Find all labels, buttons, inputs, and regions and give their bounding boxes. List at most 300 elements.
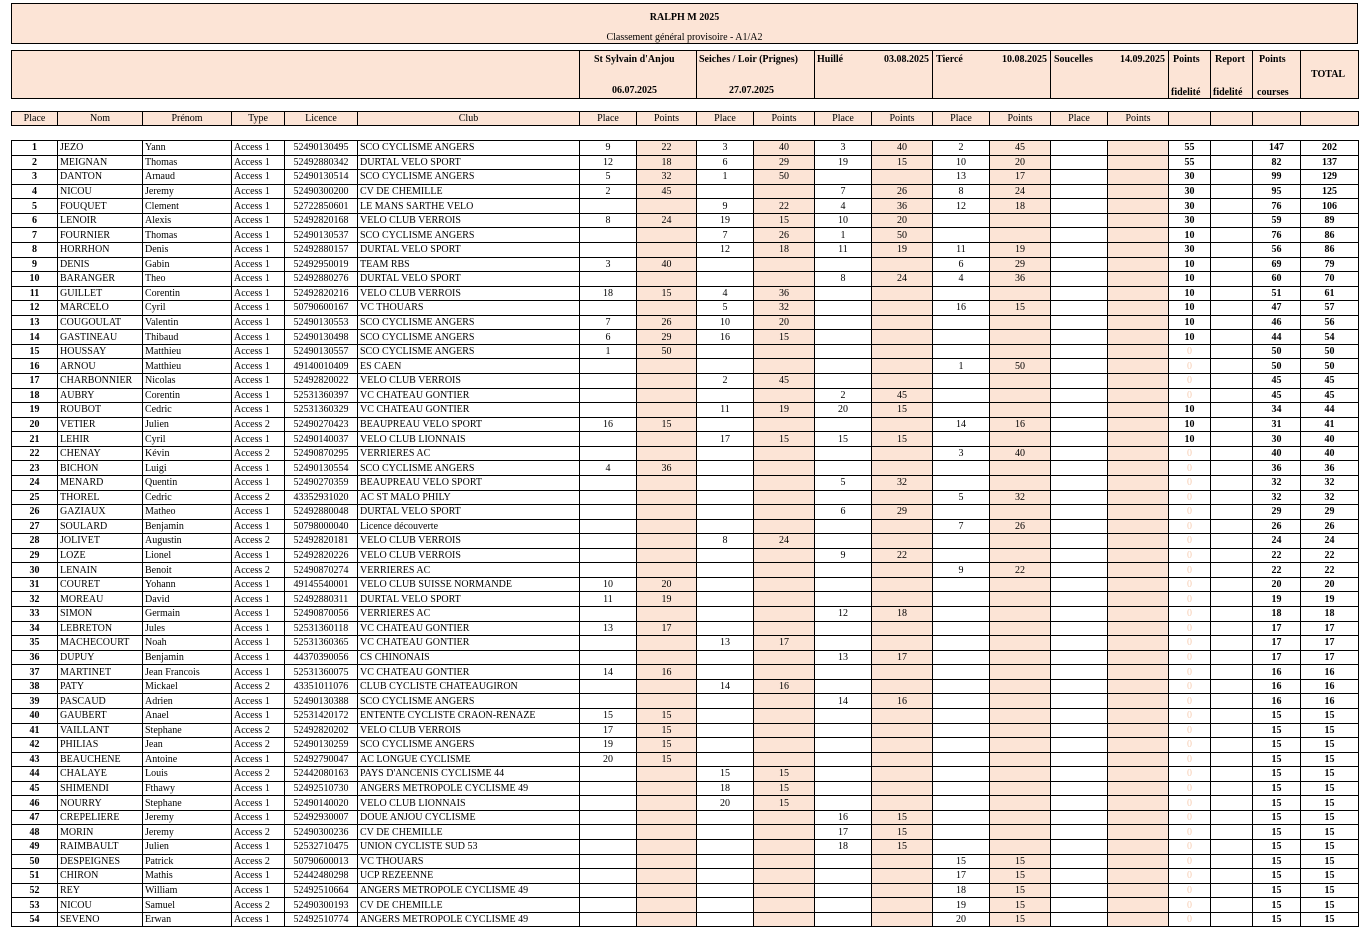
cell-race3-place: 4 bbox=[815, 199, 872, 214]
cell-race5-points bbox=[1108, 650, 1169, 665]
cell-report-fidelite bbox=[1211, 621, 1253, 636]
col-total bbox=[1301, 112, 1359, 126]
cell-points-fidelite: 0 bbox=[1169, 359, 1211, 374]
race-date-5: 14.09.2025 bbox=[1120, 54, 1165, 65]
cell-type: Access 1 bbox=[232, 432, 285, 447]
cell-race2-points bbox=[754, 883, 815, 898]
cell-club: SCO CYCLISME ANGERS bbox=[358, 228, 580, 243]
cell-race3-place bbox=[815, 898, 872, 913]
col-club: Club bbox=[358, 112, 580, 126]
cell-race1-points bbox=[637, 607, 697, 622]
cell-nom: FOUQUET bbox=[58, 199, 143, 214]
cell-race2-points: 18 bbox=[754, 242, 815, 257]
cell-licence: 52492880342 bbox=[285, 155, 358, 170]
cell-race4-points: 15 bbox=[990, 898, 1051, 913]
cell-report-fidelite bbox=[1211, 519, 1253, 534]
table-row bbox=[12, 272, 1359, 287]
cell-type: Access 2 bbox=[232, 446, 285, 461]
cell-licence: 52490130557 bbox=[285, 344, 358, 359]
cell-race3-place: 9 bbox=[815, 548, 872, 563]
race-header-5 bbox=[1051, 51, 1169, 99]
cell-race4-points: 15 bbox=[990, 869, 1051, 884]
cell-type: Access 1 bbox=[232, 781, 285, 796]
cell-report-fidelite bbox=[1211, 592, 1253, 607]
cell-race5-points bbox=[1108, 825, 1169, 840]
cell-race1-points: 26 bbox=[637, 315, 697, 330]
cell-race2-place bbox=[697, 592, 754, 607]
cell-points-courses: 15 bbox=[1253, 840, 1301, 855]
race-header-2 bbox=[697, 51, 815, 99]
cell-race1-points bbox=[637, 548, 697, 563]
cell-race3-points: 17 bbox=[872, 650, 933, 665]
cell-race2-place: 13 bbox=[697, 636, 754, 651]
total-header bbox=[1301, 51, 1359, 99]
cell-race4-place bbox=[933, 577, 990, 592]
cell-points-courses: 36 bbox=[1253, 461, 1301, 476]
cell-race5-place bbox=[1051, 155, 1108, 170]
cell-place: 26 bbox=[12, 505, 58, 520]
cell-nom: DENIS bbox=[58, 257, 143, 272]
cell-report-fidelite bbox=[1211, 898, 1253, 913]
cell-points-courses: 69 bbox=[1253, 257, 1301, 272]
cell-race4-place bbox=[933, 694, 990, 709]
table-row bbox=[12, 854, 1359, 869]
cell-nom: CHIRON bbox=[58, 869, 143, 884]
cell-place: 22 bbox=[12, 446, 58, 461]
cell-race2-points bbox=[754, 417, 815, 432]
cell-points-courses: 29 bbox=[1253, 505, 1301, 520]
cell-race2-points bbox=[754, 592, 815, 607]
cell-nom: SHIMENDI bbox=[58, 781, 143, 796]
cell-race5-points bbox=[1108, 621, 1169, 636]
cell-race3-points bbox=[872, 359, 933, 374]
cell-place: 2 bbox=[12, 155, 58, 170]
cell-race4-points bbox=[990, 607, 1051, 622]
cell-club: VELO CLUB VERROIS bbox=[358, 213, 580, 228]
cell-race3-place: 20 bbox=[815, 403, 872, 418]
cell-race2-points: 15 bbox=[754, 767, 815, 782]
cell-race4-place bbox=[933, 752, 990, 767]
cell-race2-points bbox=[754, 257, 815, 272]
cell-licence: 52492790047 bbox=[285, 752, 358, 767]
cell-report-fidelite bbox=[1211, 344, 1253, 359]
cell-race2-points: 17 bbox=[754, 636, 815, 651]
cell-race2-place bbox=[697, 825, 754, 840]
table-row bbox=[12, 374, 1359, 389]
cell-prenom: Mathis bbox=[143, 869, 232, 884]
table-row bbox=[12, 650, 1359, 665]
cell-total: 79 bbox=[1301, 257, 1359, 272]
race-date-1: 06.07.2025 bbox=[612, 85, 657, 96]
cell-nom: MACHECOURT bbox=[58, 636, 143, 651]
cell-race3-place bbox=[815, 344, 872, 359]
cell-race3-points: 26 bbox=[872, 184, 933, 199]
cell-points-fidelite: 0 bbox=[1169, 810, 1211, 825]
table-row bbox=[12, 796, 1359, 811]
cell-race1-place bbox=[580, 679, 637, 694]
col-race3-points: Points bbox=[872, 112, 933, 126]
cell-report-fidelite bbox=[1211, 257, 1253, 272]
cell-race5-points bbox=[1108, 694, 1169, 709]
cell-race1-points bbox=[637, 403, 697, 418]
cell-race3-points: 15 bbox=[872, 155, 933, 170]
cell-race2-place: 18 bbox=[697, 781, 754, 796]
cell-race1-points: 17 bbox=[637, 621, 697, 636]
cell-prenom: Kévin bbox=[143, 446, 232, 461]
cell-nom: VETIER bbox=[58, 417, 143, 432]
cell-report-fidelite bbox=[1211, 315, 1253, 330]
cell-prenom: Noah bbox=[143, 636, 232, 651]
cell-race3-place bbox=[815, 461, 872, 476]
cell-nom: FOURNIER bbox=[58, 228, 143, 243]
cell-race1-place bbox=[580, 301, 637, 316]
cell-race4-points bbox=[990, 810, 1051, 825]
cell-race5-points bbox=[1108, 679, 1169, 694]
col-place: Place bbox=[12, 112, 58, 126]
cell-club: CS CHINONAIS bbox=[358, 650, 580, 665]
cell-race4-points: 16 bbox=[990, 417, 1051, 432]
cell-prenom: Gabin bbox=[143, 257, 232, 272]
cell-nom: AUBRY bbox=[58, 388, 143, 403]
table-row bbox=[12, 170, 1359, 185]
cell-place: 21 bbox=[12, 432, 58, 447]
cell-points-courses: 147 bbox=[1253, 141, 1301, 156]
cell-points-fidelite: 0 bbox=[1169, 825, 1211, 840]
cell-race2-points: 15 bbox=[754, 213, 815, 228]
cell-total: 16 bbox=[1301, 665, 1359, 680]
cell-place: 14 bbox=[12, 330, 58, 345]
cell-race3-points: 22 bbox=[872, 548, 933, 563]
cell-race2-points: 15 bbox=[754, 796, 815, 811]
cell-race3-points: 32 bbox=[872, 475, 933, 490]
cell-race4-place bbox=[933, 679, 990, 694]
cell-place: 17 bbox=[12, 374, 58, 389]
cell-race2-place: 2 bbox=[697, 374, 754, 389]
cell-type: Access 2 bbox=[232, 417, 285, 432]
cell-prenom: Denis bbox=[143, 242, 232, 257]
cell-race1-place: 7 bbox=[580, 315, 637, 330]
cell-race5-place bbox=[1051, 374, 1108, 389]
cell-race3-place bbox=[815, 577, 872, 592]
cell-race1-place bbox=[580, 607, 637, 622]
cell-place: 3 bbox=[12, 170, 58, 185]
cell-nom: LOZE bbox=[58, 548, 143, 563]
cell-race3-points bbox=[872, 301, 933, 316]
cell-race5-place bbox=[1051, 519, 1108, 534]
cell-race2-place: 8 bbox=[697, 534, 754, 549]
cell-prenom: Cyril bbox=[143, 301, 232, 316]
cell-race5-points bbox=[1108, 767, 1169, 782]
cell-race4-place bbox=[933, 228, 990, 243]
cell-place: 16 bbox=[12, 359, 58, 374]
cell-race1-points bbox=[637, 432, 697, 447]
cell-race1-place: 15 bbox=[580, 708, 637, 723]
cell-points-courses: 15 bbox=[1253, 752, 1301, 767]
cell-points-fidelite: 30 bbox=[1169, 199, 1211, 214]
cell-race4-points bbox=[990, 694, 1051, 709]
cell-club: ANGERS METROPOLE CYCLISME 49 bbox=[358, 883, 580, 898]
cell-place: 6 bbox=[12, 213, 58, 228]
cell-race3-points bbox=[872, 534, 933, 549]
cell-race1-points bbox=[637, 446, 697, 461]
table-row bbox=[12, 417, 1359, 432]
cell-race4-points bbox=[990, 344, 1051, 359]
cell-race2-points: 15 bbox=[754, 432, 815, 447]
cell-points-fidelite: 0 bbox=[1169, 854, 1211, 869]
cell-prenom: Nicolas bbox=[143, 374, 232, 389]
cell-place: 54 bbox=[12, 912, 58, 927]
cell-points-fidelite: 0 bbox=[1169, 912, 1211, 927]
cell-race4-points bbox=[990, 534, 1051, 549]
cell-race1-place bbox=[580, 548, 637, 563]
cell-points-courses: 26 bbox=[1253, 519, 1301, 534]
cell-race5-points bbox=[1108, 563, 1169, 578]
cell-race2-points: 20 bbox=[754, 315, 815, 330]
cell-prenom: Louis bbox=[143, 767, 232, 782]
cell-place: 31 bbox=[12, 577, 58, 592]
cell-prenom: Alexis bbox=[143, 213, 232, 228]
cell-type: Access 1 bbox=[232, 301, 285, 316]
cell-race4-points bbox=[990, 752, 1051, 767]
cell-club: DURTAL VELO SPORT bbox=[358, 242, 580, 257]
cell-total: 19 bbox=[1301, 592, 1359, 607]
table-row bbox=[12, 359, 1359, 374]
cell-race2-place bbox=[697, 272, 754, 287]
cell-race3-points bbox=[872, 257, 933, 272]
table-row bbox=[12, 912, 1359, 927]
cell-race2-place: 20 bbox=[697, 796, 754, 811]
cell-type: Access 1 bbox=[232, 708, 285, 723]
cell-race4-place: 4 bbox=[933, 272, 990, 287]
cell-race1-place bbox=[580, 840, 637, 855]
cell-total: 89 bbox=[1301, 213, 1359, 228]
table-row bbox=[12, 607, 1359, 622]
cell-points-fidelite: 0 bbox=[1169, 694, 1211, 709]
cell-club: VELO CLUB SUISSE NORMANDE bbox=[358, 577, 580, 592]
cell-race4-points: 15 bbox=[990, 912, 1051, 927]
cell-club: VC CHATEAU GONTIER bbox=[358, 621, 580, 636]
cell-prenom: Julien bbox=[143, 417, 232, 432]
cell-race2-points: 50 bbox=[754, 170, 815, 185]
cell-place: 18 bbox=[12, 388, 58, 403]
cell-report-fidelite bbox=[1211, 708, 1253, 723]
cell-race3-points bbox=[872, 912, 933, 927]
cell-race3-points bbox=[872, 781, 933, 796]
table-row bbox=[12, 242, 1359, 257]
cell-club: DOUE ANJOU CYCLISME bbox=[358, 810, 580, 825]
cell-race2-points bbox=[754, 272, 815, 287]
table-row bbox=[12, 840, 1359, 855]
cell-prenom: Cyril bbox=[143, 432, 232, 447]
cell-race1-place: 19 bbox=[580, 738, 637, 753]
cell-race4-place bbox=[933, 708, 990, 723]
cell-race1-place bbox=[580, 869, 637, 884]
cell-race4-points: 17 bbox=[990, 170, 1051, 185]
cell-race3-place bbox=[815, 767, 872, 782]
col-race2-place: Place bbox=[697, 112, 754, 126]
cell-points-fidelite: 0 bbox=[1169, 563, 1211, 578]
cell-race4-place bbox=[933, 592, 990, 607]
table-row bbox=[12, 708, 1359, 723]
cell-points-fidelite: 0 bbox=[1169, 607, 1211, 622]
cell-race3-place bbox=[815, 519, 872, 534]
cell-points-courses: 15 bbox=[1253, 781, 1301, 796]
cell-race2-place bbox=[697, 505, 754, 520]
cell-race5-points bbox=[1108, 723, 1169, 738]
cell-race4-place bbox=[933, 213, 990, 228]
cell-race4-place bbox=[933, 330, 990, 345]
cell-race1-place bbox=[580, 636, 637, 651]
cell-race3-points bbox=[872, 490, 933, 505]
cell-licence: 52492820181 bbox=[285, 534, 358, 549]
cell-race3-points bbox=[872, 738, 933, 753]
column-header-row bbox=[11, 111, 1359, 126]
col-race5-place: Place bbox=[1051, 112, 1108, 126]
cell-race3-place bbox=[815, 752, 872, 767]
cell-race3-points bbox=[872, 519, 933, 534]
cell-race2-points bbox=[754, 607, 815, 622]
cell-prenom: Samuel bbox=[143, 898, 232, 913]
cell-points-fidelite: 0 bbox=[1169, 505, 1211, 520]
cell-race3-place bbox=[815, 374, 872, 389]
cell-licence: 52490870274 bbox=[285, 563, 358, 578]
cell-race3-points bbox=[872, 315, 933, 330]
cell-race1-place bbox=[580, 810, 637, 825]
race-name-1: St Sylvain d'Anjou bbox=[594, 54, 675, 65]
cell-licence: 52492820216 bbox=[285, 286, 358, 301]
cell-total: 44 bbox=[1301, 403, 1359, 418]
cell-place: 5 bbox=[12, 199, 58, 214]
cell-report-fidelite bbox=[1211, 694, 1253, 709]
cell-race3-points: 16 bbox=[872, 694, 933, 709]
cell-race1-place: 16 bbox=[580, 417, 637, 432]
table-row bbox=[12, 344, 1359, 359]
cell-race2-place bbox=[697, 344, 754, 359]
cell-place: 10 bbox=[12, 272, 58, 287]
cell-prenom: Julien bbox=[143, 840, 232, 855]
cell-race1-place bbox=[580, 883, 637, 898]
cell-race2-points bbox=[754, 650, 815, 665]
cell-race4-place bbox=[933, 505, 990, 520]
cell-race3-place: 3 bbox=[815, 141, 872, 156]
cell-race5-place bbox=[1051, 621, 1108, 636]
cell-race2-points bbox=[754, 577, 815, 592]
cell-report-fidelite bbox=[1211, 563, 1253, 578]
cell-place: 53 bbox=[12, 898, 58, 913]
cell-race4-place: 14 bbox=[933, 417, 990, 432]
cell-prenom: Yohann bbox=[143, 577, 232, 592]
cell-nom: CHALAYE bbox=[58, 767, 143, 782]
cell-race1-place bbox=[580, 694, 637, 709]
cell-race3-place: 12 bbox=[815, 607, 872, 622]
cell-race2-points bbox=[754, 519, 815, 534]
cell-race1-points: 15 bbox=[637, 417, 697, 432]
cell-race5-points bbox=[1108, 330, 1169, 345]
cell-club: PAYS D'ANCENIS CYCLISME 44 bbox=[358, 767, 580, 782]
cell-race5-place bbox=[1051, 213, 1108, 228]
table-row bbox=[12, 490, 1359, 505]
cell-points-courses: 32 bbox=[1253, 475, 1301, 490]
cell-race3-points bbox=[872, 563, 933, 578]
cell-race4-points: 20 bbox=[990, 155, 1051, 170]
cell-race1-place: 2 bbox=[580, 184, 637, 199]
cell-race2-place: 14 bbox=[697, 679, 754, 694]
cell-race1-points bbox=[637, 388, 697, 403]
cell-race5-points bbox=[1108, 374, 1169, 389]
cell-place: 50 bbox=[12, 854, 58, 869]
cell-race2-place bbox=[697, 490, 754, 505]
cell-race2-points: 15 bbox=[754, 781, 815, 796]
cell-points-fidelite: 55 bbox=[1169, 141, 1211, 156]
cell-licence: 52492880048 bbox=[285, 505, 358, 520]
cell-race3-points bbox=[872, 869, 933, 884]
cell-club: VC CHATEAU GONTIER bbox=[358, 636, 580, 651]
cell-race5-place bbox=[1051, 315, 1108, 330]
cell-race5-place bbox=[1051, 461, 1108, 476]
cell-race5-points bbox=[1108, 577, 1169, 592]
cell-prenom: Thibaud bbox=[143, 330, 232, 345]
table-row bbox=[12, 898, 1359, 913]
cell-race1-place: 4 bbox=[580, 461, 637, 476]
cell-prenom: Benoit bbox=[143, 563, 232, 578]
cell-race3-points bbox=[872, 417, 933, 432]
cell-prenom: Arnaud bbox=[143, 170, 232, 185]
cell-place: 41 bbox=[12, 723, 58, 738]
cell-race5-place bbox=[1051, 665, 1108, 680]
cell-licence: 52490130498 bbox=[285, 330, 358, 345]
cell-race1-place: 20 bbox=[580, 752, 637, 767]
table-row bbox=[12, 184, 1359, 199]
cell-race5-place bbox=[1051, 592, 1108, 607]
cell-total: 57 bbox=[1301, 301, 1359, 316]
cell-race3-points bbox=[872, 621, 933, 636]
cell-points-fidelite: 0 bbox=[1169, 840, 1211, 855]
cell-points-courses: 15 bbox=[1253, 767, 1301, 782]
cell-race4-place bbox=[933, 344, 990, 359]
cell-race3-place bbox=[815, 796, 872, 811]
cell-points-courses: 99 bbox=[1253, 170, 1301, 185]
cell-race5-points bbox=[1108, 359, 1169, 374]
cell-race5-points bbox=[1108, 242, 1169, 257]
cell-race5-points bbox=[1108, 170, 1169, 185]
cell-place: 46 bbox=[12, 796, 58, 811]
cell-total: 15 bbox=[1301, 708, 1359, 723]
cell-race4-place bbox=[933, 738, 990, 753]
cell-race4-points bbox=[990, 461, 1051, 476]
cell-licence: 52492510664 bbox=[285, 883, 358, 898]
cell-race4-place: 16 bbox=[933, 301, 990, 316]
cell-total: 15 bbox=[1301, 869, 1359, 884]
cell-race2-points bbox=[754, 359, 815, 374]
cell-club: SCO CYCLISME ANGERS bbox=[358, 170, 580, 185]
cell-race2-points bbox=[754, 825, 815, 840]
cell-race2-place bbox=[697, 738, 754, 753]
cell-licence: 43351011076 bbox=[285, 679, 358, 694]
cell-place: 30 bbox=[12, 563, 58, 578]
cell-nom: DANTON bbox=[58, 170, 143, 185]
cell-race3-place: 14 bbox=[815, 694, 872, 709]
cell-licence: 52492820022 bbox=[285, 374, 358, 389]
cell-race4-place bbox=[933, 723, 990, 738]
cell-points-fidelite: 0 bbox=[1169, 490, 1211, 505]
cell-race5-place bbox=[1051, 388, 1108, 403]
cell-place: 42 bbox=[12, 738, 58, 753]
cell-club: SCO CYCLISME ANGERS bbox=[358, 461, 580, 476]
cell-race5-place bbox=[1051, 301, 1108, 316]
cell-race2-points: 24 bbox=[754, 534, 815, 549]
cell-race1-place: 14 bbox=[580, 665, 637, 680]
cell-prenom: Theo bbox=[143, 272, 232, 287]
